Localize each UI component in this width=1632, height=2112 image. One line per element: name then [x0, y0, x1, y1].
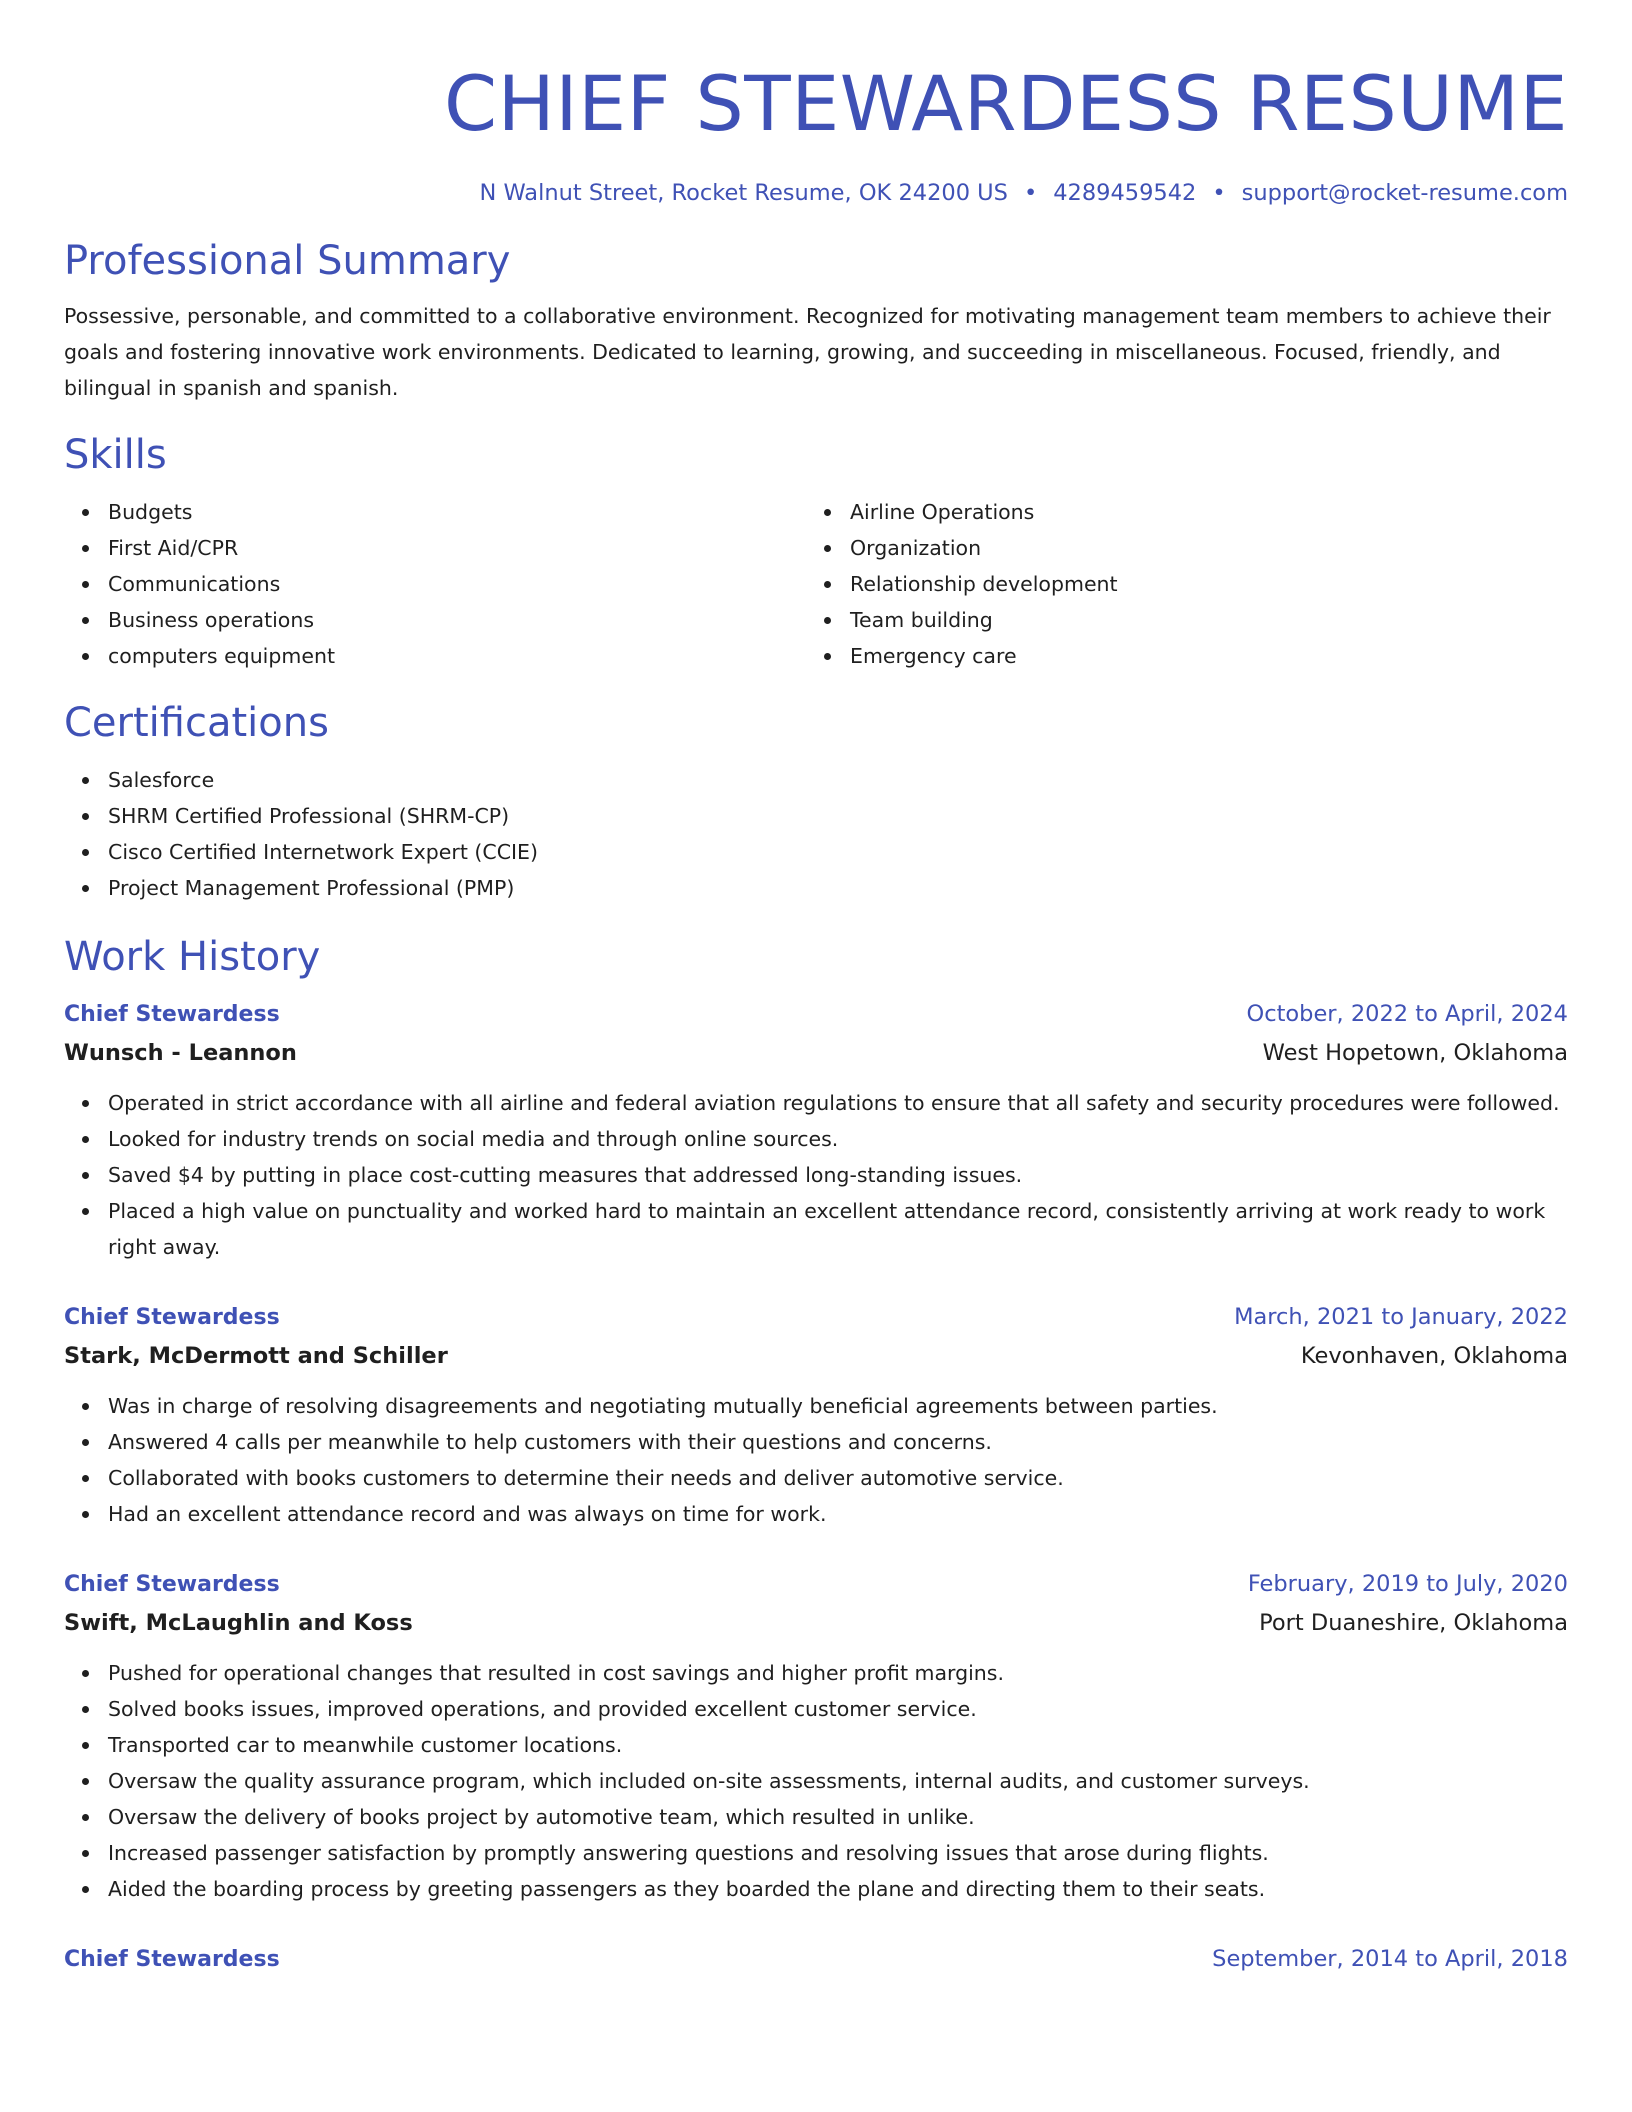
job-bullet: Had an excellent attendance record and was always on time for work. — [64, 1496, 1568, 1532]
skills-list-right — [806, 494, 1548, 674]
summary-text: Possessive, personable, and committed to a collaborative environment. Recognized for motivating management team members to achieve their goals and fostering innovative work environments. Dedicated to learning, growing, and succeeding in miscellaneous. Focused, friendly, and bilingual in spanish and spanish. — [64, 304, 1551, 400]
work-history-heading: Work History — [64, 934, 321, 980]
job-bullet: Increased passenger satisfaction by promptly answering questions and resolving issues that arose during flights. — [64, 1835, 1568, 1871]
job-dates: March, 2021 to January, 2022 — [1234, 1304, 1568, 1330]
contact-email: support@rocket-resume.com — [1241, 180, 1568, 206]
job-bullet: Answered 4 calls per meanwhile to help customers with their questions and concerns. — [64, 1424, 1568, 1460]
job-bullet: Placed a high value on punctuality and worked hard to maintain an excellent attendance record, consistently arriving at work ready to work right away. — [64, 1193, 1568, 1265]
job-location: West Hopetown, Oklahoma — [1262, 1040, 1568, 1066]
summary-heading: Professional Summary — [64, 238, 511, 284]
job-bullet: Transported car to meanwhile customer locations. — [64, 1727, 1568, 1763]
job-bullet: Aided the boarding process by greeting passengers as they boarded the plane and directing them to their seats. — [64, 1871, 1568, 1907]
skill-item: Business operations — [64, 602, 806, 638]
contact-separator: • — [1023, 180, 1038, 206]
job-bullet: Oversaw the delivery of books project by automotive team, which resulted in unlike. — [64, 1799, 1568, 1835]
skills-grid — [64, 494, 1568, 674]
certification-item: Cisco Certified Internetwork Expert (CCIE) — [64, 834, 1568, 870]
skill-item: computers equipment — [64, 638, 806, 674]
contact-line — [64, 178, 1568, 208]
certification-item: Salesforce — [64, 762, 1568, 798]
resume-title: CHIEF STEWARDESS RESUME — [444, 59, 1568, 148]
contact-address: N Walnut Street, Rocket Resume, OK 24200 US — [479, 180, 1008, 206]
certifications-list — [64, 762, 1568, 906]
job-dates: October, 2022 to April, 2024 — [1246, 1001, 1568, 1027]
skills-list-left — [64, 494, 806, 674]
contact-phone: 4289459542 — [1053, 180, 1197, 206]
skill-item: Emergency care — [806, 638, 1548, 674]
job-title: Chief Stewardess — [64, 1572, 280, 1597]
job-title: Chief Stewardess — [64, 1947, 280, 1972]
certifications-heading: Certifications — [64, 700, 329, 746]
job-location: Port Duaneshire, Oklahoma — [1259, 1610, 1568, 1636]
job-dates: September, 2014 to April, 2018 — [1212, 1946, 1568, 1972]
job-entry — [64, 1566, 1568, 1907]
job-company: Wunsch - Leannon — [64, 1040, 297, 1066]
job-dates: February, 2019 to July, 2020 — [1247, 1571, 1568, 1597]
job-bullets — [64, 1655, 1568, 1907]
resume-header — [64, 0, 1568, 208]
job-company: Stark, McDermott and Schiller — [64, 1343, 448, 1369]
job-bullet: Solved books issues, improved operations, and provided excellent customer service. — [64, 1691, 1568, 1727]
skill-item: Team building — [806, 602, 1548, 638]
contact-separator: • — [1212, 180, 1226, 206]
job-bullets — [64, 1388, 1568, 1532]
resume-page — [64, 0, 1568, 1978]
job-company: Swift, McLaughlin and Koss — [64, 1610, 413, 1636]
job-title: Chief Stewardess — [64, 1002, 280, 1027]
certification-item: Project Management Professional (PMP) — [64, 870, 1568, 906]
skill-item: Relationship development — [806, 566, 1548, 602]
skill-item: Airline Operations — [806, 494, 1548, 530]
job-bullet: Was in charge of resolving disagreements and negotiating mutually beneficial agreements between parties. — [64, 1388, 1568, 1424]
job-bullet: Oversaw the quality assurance program, which included on-site assessments, internal audits, and customer surveys. — [64, 1763, 1568, 1799]
certification-item: SHRM Certified Professional (SHRM-CP) — [64, 798, 1568, 834]
job-bullets — [64, 1085, 1568, 1265]
job-bullet: Saved $4 by putting in place cost-cutting measures that addressed long-standing issues. — [64, 1157, 1568, 1193]
job-entry — [64, 1299, 1568, 1532]
skill-item: Communications — [64, 566, 806, 602]
job-bullet: Collaborated with books customers to determine their needs and deliver automotive service. — [64, 1460, 1568, 1496]
skills-heading: Skills — [64, 432, 167, 478]
job-bullet: Looked for industry trends on social media and through online sources. — [64, 1121, 1568, 1157]
job-bullet: Operated in strict accordance with all airline and federal aviation regulations to ensure that all safety and security procedures were followed. — [64, 1085, 1568, 1121]
job-bullet: Pushed for operational changes that resulted in cost savings and higher profit margins. — [64, 1655, 1568, 1691]
job-entry — [64, 996, 1568, 1265]
job-entry — [64, 1941, 1568, 1978]
job-title: Chief Stewardess — [64, 1305, 280, 1330]
skill-item: Budgets — [64, 494, 806, 530]
skill-item: Organization — [806, 530, 1548, 566]
job-location: Kevonhaven, Oklahoma — [1300, 1343, 1568, 1369]
skill-item: First Aid/CPR — [64, 530, 806, 566]
